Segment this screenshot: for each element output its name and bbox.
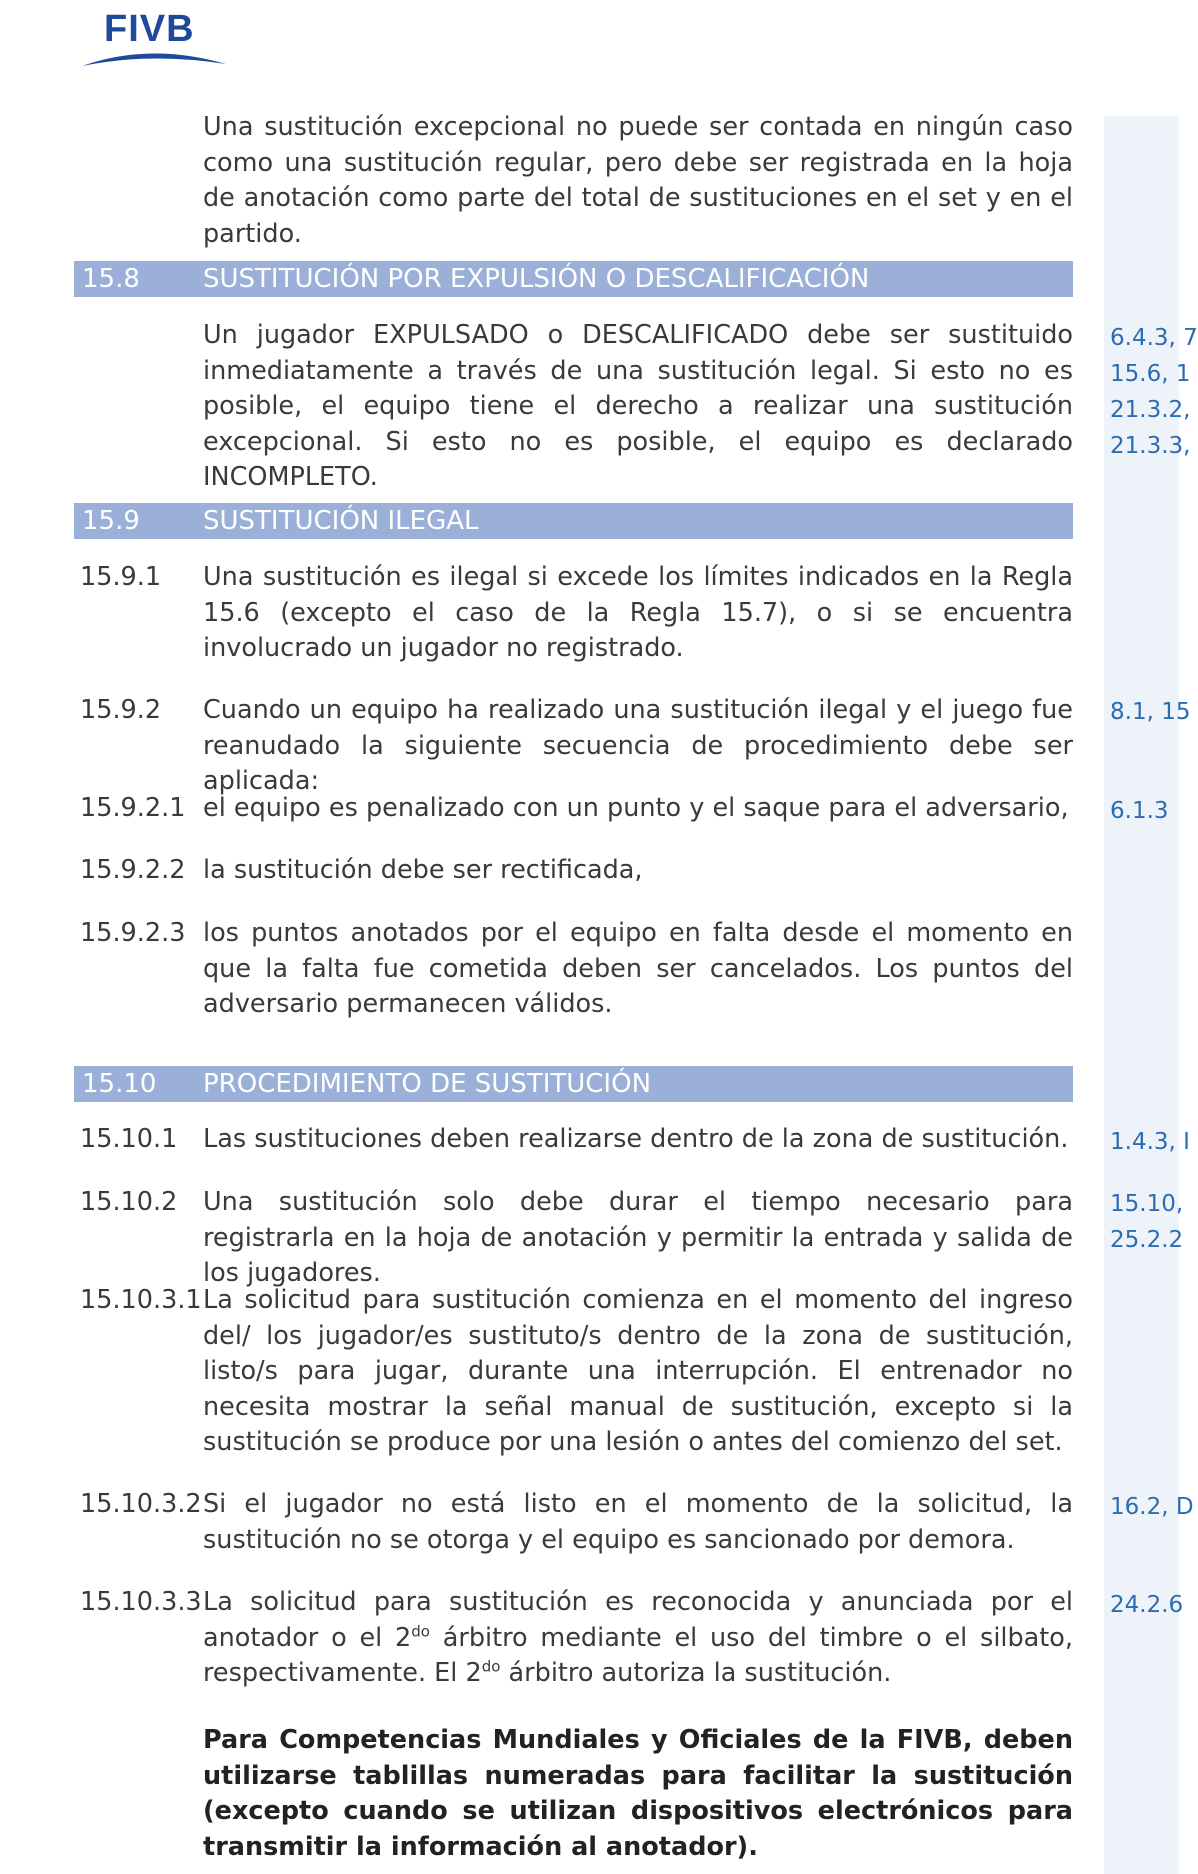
section-number: 15.8 bbox=[82, 264, 140, 294]
text-part: árbitro mediante el uso del timbre o el silbato, respectivamente. El 2 bbox=[203, 1622, 1074, 1689]
sidenote-15-10-1 bbox=[1110, 1124, 1190, 1160]
sidenote-line: 21.3.3, bbox=[1110, 433, 1191, 459]
rule-number-15-9-2-2: 15.9.2.2 bbox=[80, 855, 186, 885]
sidenote-line: 24.2.6 bbox=[1110, 1592, 1184, 1618]
section-number: 15.10 bbox=[82, 1069, 157, 1099]
fivb-logo bbox=[80, 6, 230, 66]
sidenote-15-10-3-3 bbox=[1110, 1587, 1184, 1623]
sidenote-15-9-2 bbox=[1110, 694, 1191, 730]
section-heading-15-9 bbox=[74, 503, 1073, 539]
text-part: árbitro autoriza la sustitución. bbox=[500, 1658, 892, 1689]
rule-text-15-9-2: Cuando un equipo ha realizado una sustitución ilegal y el juego fue reanudado la siguiente secuencia de procedimiento debe ser aplicada: bbox=[203, 695, 1073, 797]
paragraph-exceptional-substitution: Una sustitución excepcional no puede ser contada en ningún caso como una sustitución regular, pero debe ser registrada en la hoja de anotación como parte del total de sustituciones en el set y en el partido. bbox=[203, 112, 1073, 249]
paragraph-fivb-competitions-note: Para Competencias Mundiales y Oficiales de la FIVB, deben utilizarse tablillas numeradas para facilitar la sustitución (excepto cuando se utilizan dispositivos electrónicos para transmitir la información al anotador). bbox=[203, 1725, 1073, 1862]
section-title: SUSTITUCIÓN POR EXPULSIÓN O DESCALIFICACIÓN bbox=[203, 264, 870, 294]
sidenote-line: 25.2.2 bbox=[1110, 1227, 1184, 1253]
sidenote-line: 15.10, bbox=[1110, 1191, 1184, 1217]
rule-text-15-10-1: Las sustituciones deben realizarse dentro de la zona de sustitución. bbox=[203, 1124, 1069, 1154]
paragraph-expulsion: Un jugador EXPULSADO o DESCALIFICADO debe ser sustituido inmediatamente a través de una sustitución legal. Si esto no es posible, el equipo tiene el derecho a realizar una sustitución excepcional. Si esto no es posible, el equipo es declarado INCOMPLETO. bbox=[203, 320, 1073, 493]
rule-number-15-9-2-1: 15.9.2.1 bbox=[80, 793, 186, 823]
rule-text-15-10-3-1: La solicitud para sustitución comienza en el momento del ingreso del/ los jugador/es sustituto/s dentro de la zona de sustitución, listo/s para jugar, durante una interrupción. El entrenador no necesita mostrar la señal manual de sustitución, excepto si la sustitución se produce por una lesión o antes del comienzo del set. bbox=[203, 1285, 1073, 1458]
sidenote-15-10-2 bbox=[1110, 1186, 1184, 1258]
rule-text-15-9-2-2: la sustitución debe ser rectificada, bbox=[203, 855, 643, 885]
sidenote-line: 6.1.3 bbox=[1110, 798, 1169, 824]
logo-swoosh-icon bbox=[80, 46, 230, 70]
sidenote-line: 16.2, D bbox=[1110, 1494, 1194, 1520]
rule-text-15-10-3-3 bbox=[203, 1585, 1073, 1692]
sidenote-line: 6.4.3, 7 bbox=[1110, 325, 1198, 351]
rule-number-15-9-2-3: 15.9.2.3 bbox=[80, 918, 186, 948]
sidenote-15-9-2-1 bbox=[1110, 793, 1179, 829]
sidenote-line: 1.4.3, I bbox=[1110, 1129, 1190, 1155]
rule-text-15-9-1: Una sustitución es ilegal si excede los límites indicados en la Regla 15.6 (excepto el caso de la Regla 15.7), o si se encuentra involucrado un jugador no registrado. bbox=[203, 562, 1073, 664]
sidenote-15-8 bbox=[1110, 320, 1198, 464]
rule-number-15-10-1: 15.10.1 bbox=[80, 1124, 178, 1154]
sidenote-line: 15.6, 1 bbox=[1110, 361, 1191, 387]
rule-number-15-10-3-1: 15.10.3.1 bbox=[80, 1285, 202, 1315]
section-title: PROCEDIMIENTO DE SUSTITUCIÓN bbox=[203, 1069, 652, 1099]
rule-text-15-10-3-2: Si el jugador no está listo en el momento de la solicitud, la sustitución no se otorga y el equipo es sancionado por demora. bbox=[203, 1489, 1073, 1555]
sidenote-line: 8.1, 15 bbox=[1110, 699, 1191, 725]
section-title: SUSTITUCIÓN ILEGAL bbox=[203, 506, 479, 536]
rule-text-15-9-2-1: el equipo es penalizado con un punto y el saque para el adversario, bbox=[203, 793, 1069, 823]
rule-number-15-10-2: 15.10.2 bbox=[80, 1187, 178, 1217]
logo-text: FIVB bbox=[104, 8, 195, 50]
section-heading-15-8 bbox=[74, 261, 1073, 297]
rule-number-15-10-3-3: 15.10.3.3 bbox=[80, 1587, 202, 1617]
rule-text-15-9-2-3: los puntos anotados por el equipo en falta desde el momento en que la falta fue cometida deben ser cancelados. Los puntos del adversario permanecen válidos. bbox=[203, 918, 1073, 1020]
rule-number-15-9-1: 15.9.1 bbox=[80, 562, 162, 592]
ordinal-superscript: do bbox=[481, 1657, 501, 1676]
ordinal-superscript: do bbox=[411, 1622, 430, 1641]
section-number: 15.9 bbox=[82, 506, 140, 536]
section-heading-15-10 bbox=[74, 1066, 1073, 1102]
rule-number-15-9-2: 15.9.2 bbox=[80, 695, 162, 725]
sidenote-line: 21.3.2, bbox=[1110, 397, 1191, 423]
text-part: La solicitud para sustitución es reconocida y anunciada por el anotador o el 2 bbox=[203, 1587, 1073, 1653]
rule-text-15-10-2: Una sustitución solo debe durar el tiempo necesario para registrarla en la hoja de anotación y permitir la entrada y salida de los jugadores. bbox=[203, 1187, 1073, 1289]
sidenote-15-10-3-2 bbox=[1110, 1489, 1194, 1525]
rule-number-15-10-3-2: 15.10.3.2 bbox=[80, 1489, 202, 1519]
